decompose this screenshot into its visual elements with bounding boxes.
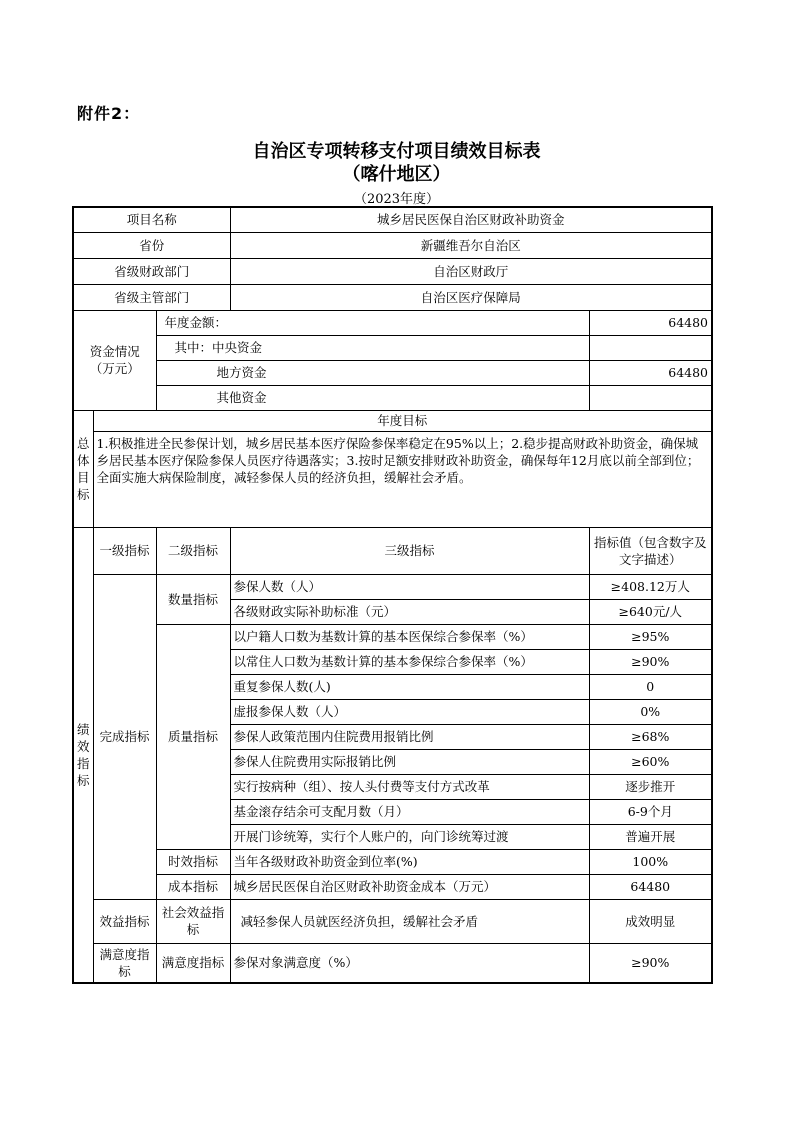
indicator-name: 开展门诊统筹，实行个人账户的，向门诊统筹过渡	[230, 824, 589, 849]
header-level3: 三级指标	[230, 527, 589, 574]
indicator-value: 100%	[589, 849, 712, 874]
goal-text: 1.积极推进全民参保计划，城乡居民基本医疗保险参保率稳定在95%以上；2.稳步提高财政补助资金，确保城乡居民基本医疗保险参保人员医疗待遇落实；3.按时足额安排财政补助资金，确保每年12月底以前全部到位；全面实施大病保险制度，减轻参保人员的经济负担，缓解社会矛盾。	[93, 431, 712, 527]
indicator-value: 0%	[589, 699, 712, 724]
performance-table	[72, 206, 713, 984]
completion-label: 完成指标	[93, 574, 156, 899]
page-title: 自治区专项转移支付项目绩效目标表	[252, 141, 541, 162]
funds-row-value	[589, 385, 712, 410]
basic-label: 省份	[73, 232, 230, 258]
indicator-value: ≥640元/人	[589, 599, 712, 624]
indicator-value: ≥90%	[589, 649, 712, 674]
indicator-name: 参保人政策范围内住院费用报销比例	[230, 724, 589, 749]
funds-row-label: 其他资金	[156, 385, 589, 410]
quantity-label: 数量指标	[156, 574, 230, 624]
cost-label: 成本指标	[156, 874, 230, 899]
basic-label: 省级财政部门	[73, 258, 230, 284]
indicator-value: 逐步推开	[589, 774, 712, 799]
indicator-name: 基金滚存结余可支配月数（月）	[230, 799, 589, 824]
indicator-name: 当年各级财政补助资金到位率(%)	[230, 849, 589, 874]
indicator-value: 成效明显	[589, 899, 712, 943]
indicator-name: 参保对象满意度（%）	[230, 943, 589, 983]
satisfaction-label: 满意度指标	[93, 943, 156, 983]
timeliness-label: 时效指标	[156, 849, 230, 874]
indicator-value: 6-9个月	[589, 799, 712, 824]
indicator-name: 各级财政实际补助标准（元）	[230, 599, 589, 624]
basic-value: 新疆维吾尔自治区	[230, 232, 712, 258]
indicator-name: 以户籍人口数为基数计算的基本医保综合参保率（%）	[230, 624, 589, 649]
funds-row-label: 年度金额：	[156, 310, 589, 335]
indicator-name: 参保人住院费用实际报销比例	[230, 749, 589, 774]
basic-value: 自治区医疗保障局	[230, 284, 712, 310]
indicator-name: 虚报参保人数（人）	[230, 699, 589, 724]
indicator-value: ≥68%	[589, 724, 712, 749]
year-label: （2023年度）	[353, 192, 440, 207]
funds-row-value	[589, 335, 712, 360]
indicator-value: 普遍开展	[589, 824, 712, 849]
benefit-label: 效益指标	[93, 899, 156, 943]
funds-row-value: 64480	[589, 360, 712, 385]
satisfaction-sub-label: 满意度指标	[156, 943, 230, 983]
indicator-value: 0	[589, 674, 712, 699]
basic-label: 项目名称	[73, 207, 230, 232]
indicator-name: 参保人数（人）	[230, 574, 589, 599]
quality-label: 质量指标	[156, 624, 230, 849]
indicator-name: 重复参保人数(人)	[230, 674, 589, 699]
indicator-value: 64480	[589, 874, 712, 899]
indicator-name: 减轻参保人员就医经济负担，缓解社会矛盾	[230, 899, 589, 943]
perf-side-label: 绩效指标	[73, 527, 93, 983]
indicator-name: 城乡居民医保自治区财政补助资金成本（万元）	[230, 874, 589, 899]
basic-value: 自治区财政厅	[230, 258, 712, 284]
indicator-value: ≥95%	[589, 624, 712, 649]
social-label: 社会效益指标	[156, 899, 230, 943]
basic-label: 省级主管部门	[73, 284, 230, 310]
funds-row-value: 64480	[589, 310, 712, 335]
indicator-value: ≥60%	[589, 749, 712, 774]
goal-header: 年度目标	[93, 410, 712, 431]
funds-row-label: 地方资金	[156, 360, 589, 385]
indicator-value: ≥408.12万人	[589, 574, 712, 599]
header-level1: 一级指标	[93, 527, 156, 574]
page-subtitle-region: （喀什地区）	[342, 164, 451, 185]
funds-label: 资金情况（万元）	[73, 310, 156, 410]
indicator-name: 以常住人口数为基数计算的基本参保综合参保率（%）	[230, 649, 589, 674]
indicator-value: ≥90%	[589, 943, 712, 983]
funds-row-label: 其中：中央资金	[156, 335, 589, 360]
indicator-name: 实行按病种（组）、按人头付费等支付方式改革	[230, 774, 589, 799]
goal-side-label: 总体目标	[73, 410, 93, 527]
header-level2: 二级指标	[156, 527, 230, 574]
basic-value: 城乡居民医保自治区财政补助资金	[230, 207, 712, 232]
header-value: 指标值（包含数字及文字描述）	[589, 527, 712, 574]
attachment-label: 附件2：	[77, 104, 141, 123]
